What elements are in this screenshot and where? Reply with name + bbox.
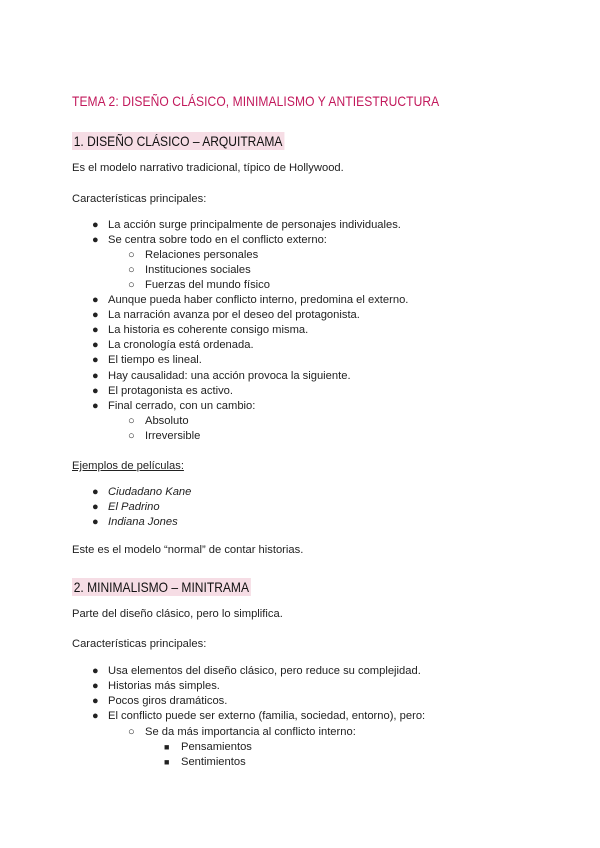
bullet-icon: ● (92, 400, 99, 412)
section-1-features-label: Características principales: (72, 193, 207, 205)
bullet-icon: ● (92, 680, 99, 692)
bullet-icon: ● (92, 234, 99, 246)
list-item: Hay causalidad: una acción provoca la siguiente. (108, 370, 351, 382)
list-item: Irreversible (145, 430, 201, 442)
list-item: La narración avanza por el deseo del protagonista. (108, 309, 360, 321)
circle-bullet-icon: ○ (128, 726, 135, 738)
section-1-closing: Este es el modelo “normal” de contar historias. (72, 544, 304, 556)
list-item: La cronología está ordenada. (108, 339, 254, 351)
list-item: Usa elementos del diseño clásico, pero reduce su complejidad. (108, 665, 421, 677)
list-item: El tiempo es lineal. (108, 354, 202, 366)
list-item: Pocos giros dramáticos. (108, 695, 228, 707)
bullet-icon: ● (92, 324, 99, 336)
circle-bullet-icon: ○ (128, 249, 135, 261)
list-item: El protagonista es activo. (108, 385, 233, 397)
bullet-icon: ● (92, 354, 99, 366)
bullet-icon: ● (92, 695, 99, 707)
circle-bullet-icon: ○ (128, 415, 135, 427)
list-item: Ciudadano Kane (108, 486, 192, 498)
bullet-icon: ● (92, 339, 99, 351)
section-2-heading: 2. MINIMALISMO – MINITRAMA (73, 579, 249, 595)
list-item: Sentimientos (181, 756, 246, 768)
bullet-icon: ● (92, 219, 99, 231)
square-bullet-icon: ■ (164, 742, 170, 752)
list-item: La acción surge principalmente de personajes individuales. (108, 219, 401, 231)
bullet-icon: ● (92, 385, 99, 397)
list-item: Historias más simples. (108, 680, 220, 692)
list-item: Se centra sobre todo en el conflicto externo: (108, 234, 327, 246)
list-item: Aunque pueda haber conflicto interno, predomina el externo. (108, 294, 409, 306)
square-bullet-icon: ■ (164, 757, 170, 767)
bullet-icon: ● (92, 294, 99, 306)
bullet-icon: ● (92, 516, 99, 528)
list-item: Final cerrado, con un cambio: (108, 400, 256, 412)
section-2-intro: Parte del diseño clásico, pero lo simplifica. (72, 608, 283, 620)
circle-bullet-icon: ○ (128, 279, 135, 291)
list-item: La historia es coherente consigo misma. (108, 324, 309, 336)
section-2-features-label: Características principales: (72, 638, 207, 650)
section-1-heading: 1. DISEÑO CLÁSICO – ARQUITRAMA (73, 133, 283, 149)
list-item: El conflicto puede ser externo (familia, sociedad, entorno), pero: (108, 710, 426, 722)
document-title: TEMA 2: DISEÑO CLÁSICO, MINIMALISMO Y ANTIESTRUCTURA (72, 93, 440, 109)
circle-bullet-icon: ○ (128, 430, 135, 442)
bullet-icon: ● (92, 710, 99, 722)
bullet-icon: ● (92, 501, 99, 513)
list-item: Indiana Jones (108, 516, 178, 528)
bullet-icon: ● (92, 486, 99, 498)
bullet-icon: ● (92, 665, 99, 677)
list-item: Pensamientos (181, 741, 252, 753)
bullet-icon: ● (92, 309, 99, 321)
list-item: Fuerzas del mundo físico (145, 279, 270, 291)
list-item: El Padrino (108, 501, 160, 513)
section-1-intro: Es el modelo narrativo tradicional, típico de Hollywood. (72, 162, 344, 174)
list-item: Se da más importancia al conflicto interno: (145, 726, 356, 738)
examples-label: Ejemplos de películas: (72, 460, 184, 472)
list-item: Absoluto (145, 415, 189, 427)
circle-bullet-icon: ○ (128, 264, 135, 276)
list-item: Instituciones sociales (145, 264, 251, 276)
list-item: Relaciones personales (145, 249, 259, 261)
bullet-icon: ● (92, 370, 99, 382)
